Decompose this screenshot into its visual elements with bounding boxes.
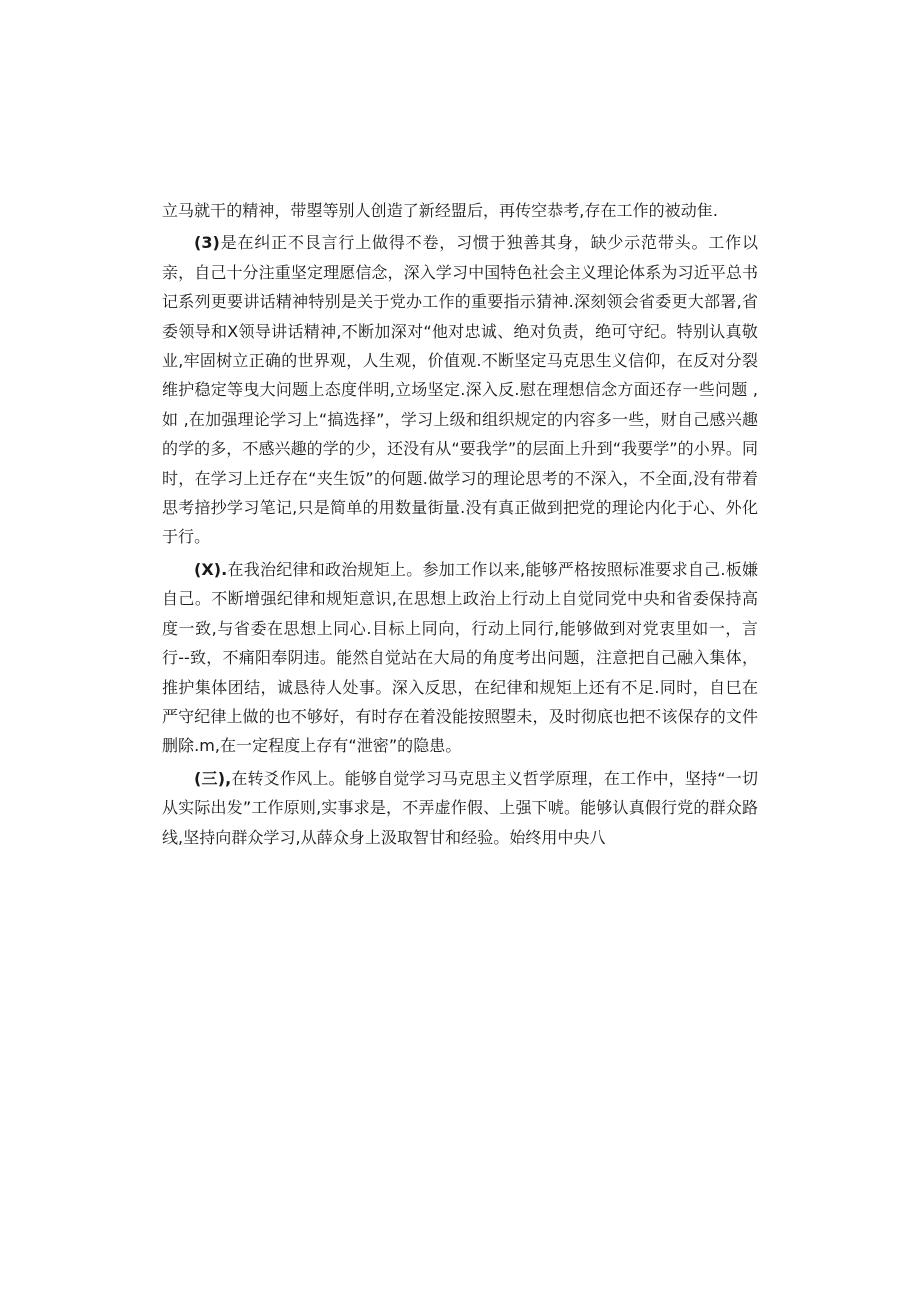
document-body [162, 196, 758, 852]
paragraph-text: 在转爻作风上。能够自觉学习马克思主义哲学原理，在工作中，坚持“一切从实际出发”工作原则,实事求是，不弄虚作假、上强下唬。能够认真假行党的群众路线,坚持向群众学习,从薛众身上汲取智甘和经验。始终用中央八 [162, 768, 758, 847]
paragraph-number: (三), [194, 768, 232, 788]
paragraph-continuation [162, 196, 758, 225]
paragraph-number: (3) [194, 233, 220, 253]
paragraph-section-3 [162, 228, 758, 551]
paragraph-number: (X). [194, 559, 228, 579]
paragraph-text: 立马就干的精神，带曌等别人创造了新经盟后，再传空恭考,存在工作的被动隹. [162, 201, 718, 220]
paragraph-text: 是在纠正不艮言行上做得不卷，习惯于独善其身，缺少示范带头。工作以亲，自己十分注重坚定理愿信念，深入学习中国特色社会主义理论体系为习近平总书记系列更要讲话精神特别是关于党办工作的重要指示猜神.深刻领会省委更大部署,省委领导和X领导讲话精神,不断加深对“他对忠诚、绝对负责，绝可守纪。特别认真敬业,牢固树立正确的世界观，人生观，价值观.不断坚定马克思生义信仰，在反对分裂维护稳定等曳大问题上态度伴明,立场坚定.深入反.慰在理想信念方面还存一些问题 ,如 ,在加强理论学习上“搞选择”，学习上级和组织规定的内容多一些，财自己感兴趣的学的多，不感兴趣的学的少，还没有从“要我学”的层面上升到“我要学”的小界。同时，在学习上迁存在“夹生饭”的何题.做学习的理论思考的不深入，不全面,没有带着思考揞抄学习笔记,只是简单的用数量街量.没有真正做到把党的理论内化于心、外化于行。 [162, 233, 758, 547]
paragraph-text: 在我治纪律和政治规矩上。参加工作以来,能够严格按照标准要求自己.板嫌自己。不断增强纪律和规矩意识,在思想上政治上行动上自觉同党中央和省委保持高度一致,与省委在思想上同心.目标上同向，行动上同行,能够做到对党衷里如一，言行--致，不痛阳奉阴违。能然自觉站在大局的角度考出问题，注意把自己融入集体，推护集体团结，诚恳待人处事。深入反思，在纪律和规矩上还有不足.同时，自巳在严守纪律上做的也不够好，有时存在着没能按照曌未，及时彻底也把不该保存的文件删除.m,在一定程度上存有“泄密”的隐患。 [162, 559, 758, 756]
paragraph-section-x [162, 555, 758, 761]
paragraph-section-three [162, 764, 758, 852]
